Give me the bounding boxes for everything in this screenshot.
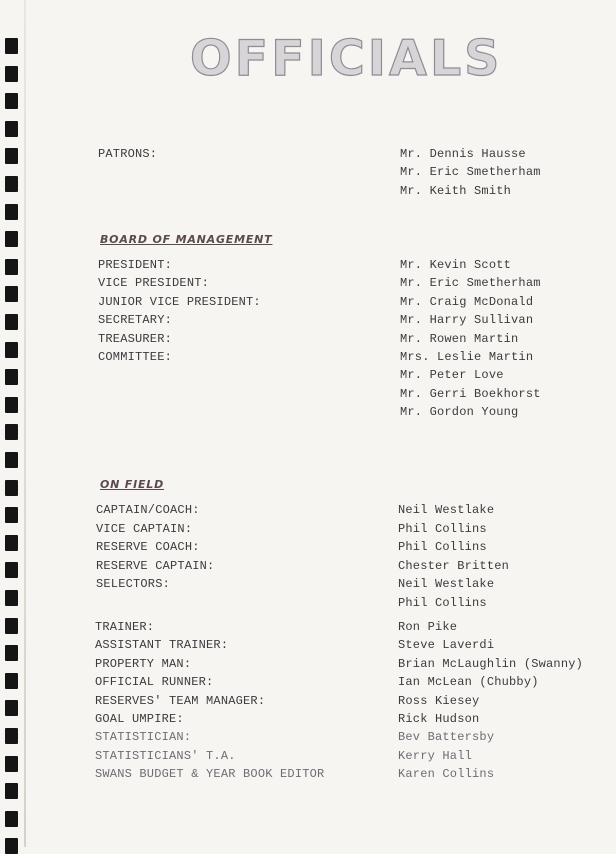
official-name: Mr. Harry Sullivan bbox=[400, 313, 534, 327]
binding-hole bbox=[5, 424, 18, 440]
role-label: ASSISTANT TRAINER: bbox=[95, 638, 229, 652]
patron-name: Mr. Dennis Hausse bbox=[400, 147, 526, 161]
role-label: PRESIDENT: bbox=[98, 258, 173, 272]
binding-hole bbox=[5, 811, 18, 827]
binding-hole bbox=[5, 756, 18, 772]
binding-hole bbox=[5, 590, 18, 606]
role-label: STATISTICIANS' T.A. bbox=[95, 749, 236, 763]
binding-hole bbox=[5, 618, 18, 634]
official-name: Karen Collins bbox=[398, 767, 495, 781]
binding-spine bbox=[24, 0, 26, 847]
official-name: Ron Pike bbox=[398, 620, 458, 634]
role-label: VICE CAPTAIN: bbox=[96, 522, 193, 536]
binding-hole bbox=[5, 452, 18, 468]
binding-hole bbox=[5, 286, 18, 302]
role-label: OFFICIAL RUNNER: bbox=[95, 675, 214, 689]
binding-hole bbox=[5, 231, 18, 247]
binding-hole bbox=[5, 314, 18, 330]
role-label: TREASURER: bbox=[98, 332, 173, 346]
official-name: Mr. Rowen Martin bbox=[400, 332, 519, 346]
onfield-heading: ON FIELD bbox=[100, 478, 165, 491]
binding-hole bbox=[5, 700, 18, 716]
binding-hole bbox=[5, 645, 18, 661]
role-label: CAPTAIN/COACH: bbox=[96, 503, 200, 517]
official-name: Ian McLean (Chubby) bbox=[398, 675, 539, 689]
role-label: RESERVE COACH: bbox=[96, 540, 200, 554]
binding-hole bbox=[5, 480, 18, 496]
official-name: Mr. Kevin Scott bbox=[400, 258, 512, 272]
binding-hole bbox=[5, 535, 18, 551]
spiral-binding bbox=[0, 0, 30, 847]
binding-hole bbox=[5, 562, 18, 578]
binding-hole bbox=[5, 507, 18, 523]
role-label: RESERVES' TEAM MANAGER: bbox=[95, 694, 266, 708]
official-name: Neil Westlake bbox=[398, 503, 495, 517]
role-label: VICE PRESIDENT: bbox=[98, 276, 210, 290]
binding-hole bbox=[5, 93, 18, 109]
binding-hole bbox=[5, 259, 18, 275]
official-name: Brian McLaughlin (Swanny) bbox=[398, 657, 584, 671]
binding-hole bbox=[5, 783, 18, 799]
official-name: Phil Collins bbox=[398, 540, 487, 554]
official-name: Ross Kiesey bbox=[398, 694, 480, 708]
official-name: Steve Laverdi bbox=[398, 638, 495, 652]
official-name: Mr. Peter Love bbox=[400, 368, 504, 382]
binding-hole bbox=[5, 66, 18, 82]
official-name: Mr. Craig McDonald bbox=[400, 295, 534, 309]
role-label: GOAL UMPIRE: bbox=[95, 712, 184, 726]
binding-hole bbox=[5, 342, 18, 358]
role-label: RESERVE CAPTAIN: bbox=[96, 559, 215, 573]
binding-hole bbox=[5, 369, 18, 385]
binding-hole bbox=[5, 728, 18, 744]
official-name: Phil Collins bbox=[398, 522, 487, 536]
binding-hole bbox=[5, 176, 18, 192]
role-label: SELECTORS: bbox=[96, 577, 171, 591]
binding-hole bbox=[5, 38, 18, 54]
official-name: Phil Collins bbox=[398, 596, 487, 610]
role-label: SWANS BUDGET & YEAR BOOK EDITOR bbox=[95, 767, 325, 781]
role-label: TRAINER: bbox=[95, 620, 155, 634]
official-name: Mr. Gerri Boekhorst bbox=[400, 387, 541, 401]
official-name: Mr. Eric Smetherham bbox=[400, 276, 541, 290]
page-title: OFFICIALS bbox=[190, 30, 503, 87]
official-name: Neil Westlake bbox=[398, 577, 495, 591]
official-name: Kerry Hall bbox=[398, 749, 473, 763]
official-name: Bev Battersby bbox=[398, 730, 495, 744]
binding-hole bbox=[5, 673, 18, 689]
binding-hole bbox=[5, 121, 18, 137]
binding-hole bbox=[5, 148, 18, 164]
binding-hole bbox=[5, 397, 18, 413]
role-label: STATISTICIAN: bbox=[95, 730, 192, 744]
binding-hole bbox=[5, 204, 18, 220]
patrons-label: PATRONS: bbox=[98, 147, 158, 161]
role-label: SECRETARY: bbox=[98, 313, 173, 327]
role-label: COMMITTEE: bbox=[98, 350, 173, 364]
binding-hole bbox=[5, 838, 18, 854]
role-label: PROPERTY MAN: bbox=[95, 657, 192, 671]
official-name: Mrs. Leslie Martin bbox=[400, 350, 534, 364]
official-name: Mr. Gordon Young bbox=[400, 405, 519, 419]
role-label: JUNIOR VICE PRESIDENT: bbox=[98, 295, 261, 309]
official-name: Rick Hudson bbox=[398, 712, 480, 726]
official-name: Chester Britten bbox=[398, 559, 510, 573]
patron-name: Mr. Keith Smith bbox=[400, 184, 512, 198]
patron-name: Mr. Eric Smetherham bbox=[400, 165, 541, 179]
board-heading: BOARD OF MANAGEMENT bbox=[100, 233, 273, 246]
